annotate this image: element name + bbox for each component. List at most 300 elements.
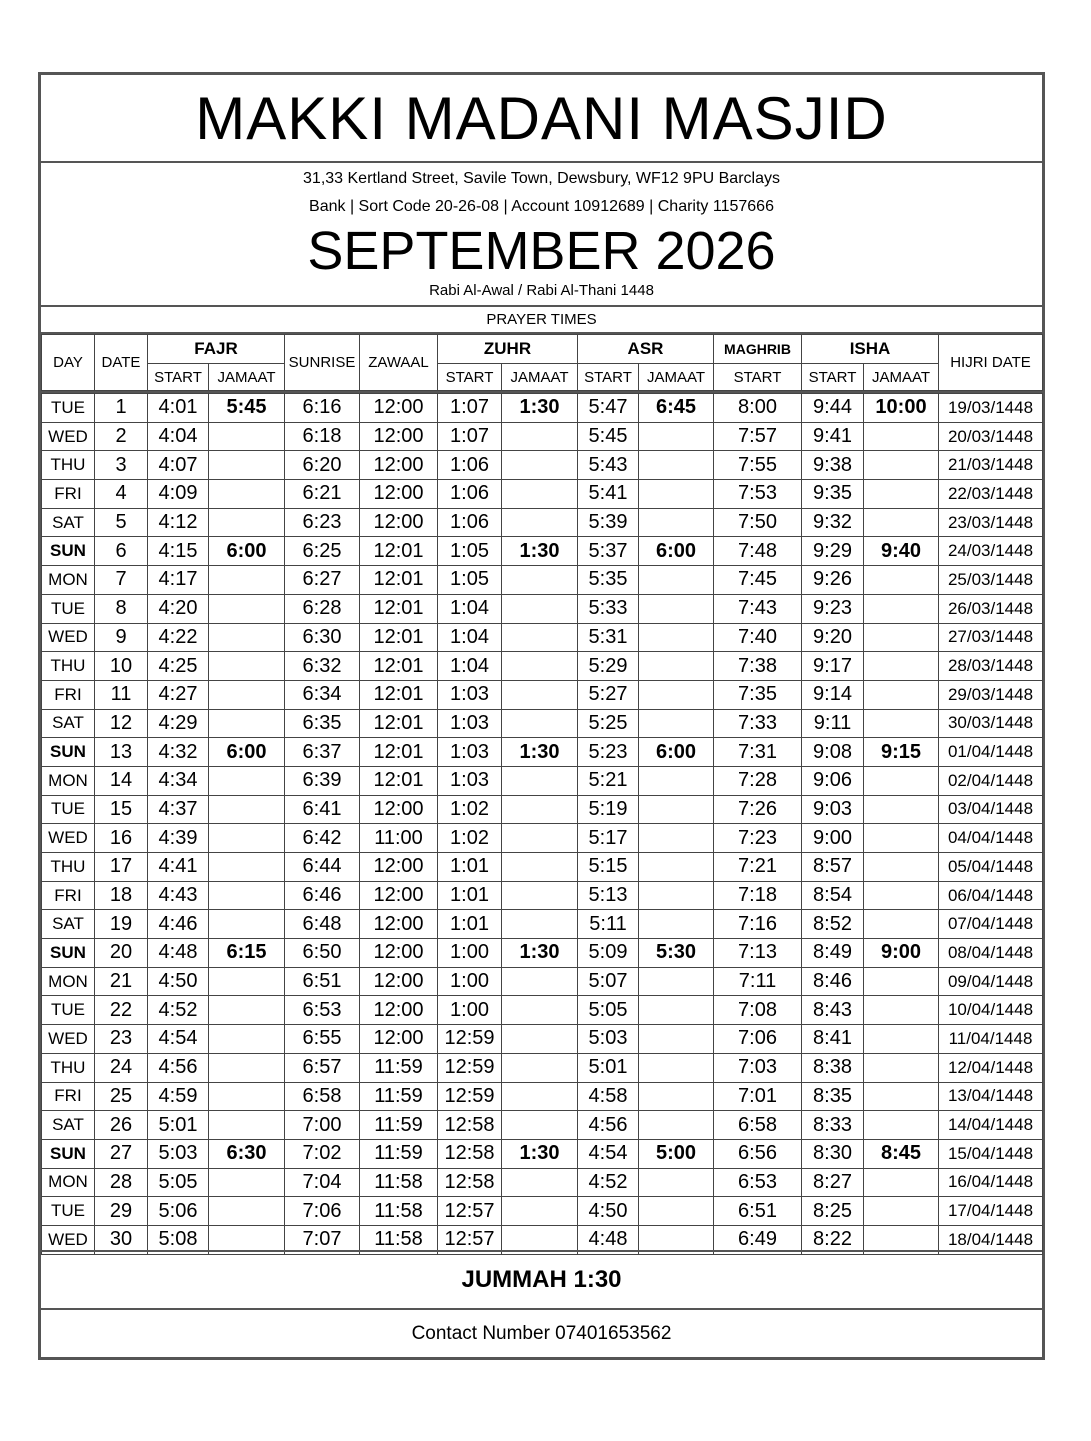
- cell-isha-start: 9:23: [802, 594, 864, 623]
- cell-zuhr-jamaat: [502, 566, 578, 595]
- cell-asr-start: 5:39: [578, 508, 639, 537]
- cell-fajr-jamaat: [209, 652, 285, 681]
- cell-maghrib-start: 7:40: [714, 623, 802, 652]
- cell-hijri-date: 06/04/1448: [939, 881, 1043, 910]
- table-row: [42, 766, 1043, 795]
- cell-zuhr-jamaat: [502, 824, 578, 853]
- cell-fajr-start: 4:34: [148, 766, 209, 795]
- cell-zuhr-jamaat: [502, 508, 578, 537]
- cell-asr-start: 4:48: [578, 1225, 639, 1254]
- cell-fajr-jamaat: 6:15: [209, 939, 285, 968]
- cell-day: MON: [42, 967, 95, 996]
- cell-sunrise: 6:48: [285, 910, 360, 939]
- cell-isha-start: 8:27: [802, 1168, 864, 1197]
- cell-day: WED: [42, 824, 95, 853]
- cell-maghrib-start: 7:31: [714, 738, 802, 767]
- table-row: [42, 451, 1043, 480]
- cell-date: 6: [95, 537, 148, 566]
- cell-fajr-jamaat: [209, 680, 285, 709]
- cell-zuhr-start: 1:04: [438, 652, 502, 681]
- cell-sunrise: 6:16: [285, 394, 360, 423]
- cell-fajr-start: 4:41: [148, 853, 209, 882]
- cell-maghrib-start: 6:51: [714, 1197, 802, 1226]
- cell-sunrise: 7:07: [285, 1225, 360, 1254]
- cell-fajr-jamaat: [209, 1111, 285, 1140]
- cell-hijri-date: 05/04/1448: [939, 853, 1043, 882]
- cell-fajr-start: 5:01: [148, 1111, 209, 1140]
- cell-maghrib-start: 6:58: [714, 1111, 802, 1140]
- cell-asr-start: 5:17: [578, 824, 639, 853]
- cell-isha-start: 9:08: [802, 738, 864, 767]
- cell-zuhr-jamaat: [502, 1168, 578, 1197]
- table-row: [42, 738, 1043, 767]
- cell-sunrise: 6:44: [285, 853, 360, 882]
- header-maghrib: MAGHRIB: [714, 335, 802, 364]
- cell-sunrise: 7:02: [285, 1139, 360, 1168]
- cell-asr-jamaat: 6:00: [639, 537, 714, 566]
- cell-date: 12: [95, 709, 148, 738]
- cell-day: TUE: [42, 996, 95, 1025]
- cell-day: SUN: [42, 537, 95, 566]
- cell-fajr-start: 4:12: [148, 508, 209, 537]
- cell-day: THU: [42, 853, 95, 882]
- cell-asr-start: 5:43: [578, 451, 639, 480]
- cell-hijri-date: 28/03/1448: [939, 652, 1043, 681]
- address-line-2: Bank | Sort Code 20-26-08 | Account 10912689 | Charity 1157666: [309, 198, 774, 215]
- cell-zuhr-start: 1:04: [438, 594, 502, 623]
- cell-isha-jamaat: 9:15: [864, 738, 939, 767]
- cell-fajr-start: 4:01: [148, 394, 209, 423]
- cell-zuhr-start: 12:58: [438, 1168, 502, 1197]
- cell-asr-jamaat: [639, 480, 714, 509]
- cell-isha-start: 9:44: [802, 394, 864, 423]
- table-row: [42, 881, 1043, 910]
- cell-isha-jamaat: 9:40: [864, 537, 939, 566]
- cell-zuhr-start: 12:57: [438, 1197, 502, 1226]
- cell-sunrise: 6:28: [285, 594, 360, 623]
- cell-maghrib-start: 7:21: [714, 853, 802, 882]
- cell-isha-jamaat: [864, 1111, 939, 1140]
- header-date: DATE: [95, 335, 148, 391]
- cell-zuhr-start: 1:07: [438, 394, 502, 423]
- cell-isha-start: 9:03: [802, 795, 864, 824]
- cell-hijri-date: 08/04/1448: [939, 939, 1043, 968]
- cell-date: 15: [95, 795, 148, 824]
- cell-hijri-date: 30/03/1448: [939, 709, 1043, 738]
- cell-asr-start: 5:37: [578, 537, 639, 566]
- cell-zuhr-jamaat: [502, 1025, 578, 1054]
- cell-zawaal: 12:00: [360, 939, 438, 968]
- cell-asr-start: 4:52: [578, 1168, 639, 1197]
- cell-isha-jamaat: [864, 1082, 939, 1111]
- timetable-frame: [38, 72, 1045, 1360]
- cell-maghrib-start: 7:33: [714, 709, 802, 738]
- cell-zuhr-start: 12:58: [438, 1139, 502, 1168]
- cell-date: 17: [95, 853, 148, 882]
- cell-asr-start: 5:19: [578, 795, 639, 824]
- cell-sunrise: 6:57: [285, 1053, 360, 1082]
- cell-zawaal: 11:59: [360, 1053, 438, 1082]
- cell-sunrise: 6:41: [285, 795, 360, 824]
- table-row: [42, 967, 1043, 996]
- cell-fajr-start: 4:59: [148, 1082, 209, 1111]
- cell-maghrib-start: 7:55: [714, 451, 802, 480]
- cell-asr-jamaat: [639, 422, 714, 451]
- cell-isha-start: 8:35: [802, 1082, 864, 1111]
- cell-fajr-start: 5:06: [148, 1197, 209, 1226]
- cell-zuhr-jamaat: [502, 680, 578, 709]
- cell-hijri-date: 23/03/1448: [939, 508, 1043, 537]
- cell-day: THU: [42, 652, 95, 681]
- cell-sunrise: 6:30: [285, 623, 360, 652]
- cell-maghrib-start: 7:28: [714, 766, 802, 795]
- cell-zuhr-start: 1:01: [438, 881, 502, 910]
- table-row: [42, 824, 1043, 853]
- cell-zuhr-start: 1:03: [438, 680, 502, 709]
- cell-isha-start: 9:32: [802, 508, 864, 537]
- cell-maghrib-start: 7:23: [714, 824, 802, 853]
- cell-maghrib-start: 8:00: [714, 394, 802, 423]
- cell-sunrise: 7:00: [285, 1111, 360, 1140]
- cell-maghrib-start: 7:38: [714, 652, 802, 681]
- cell-zuhr-start: 12:59: [438, 1025, 502, 1054]
- cell-asr-jamaat: [639, 1082, 714, 1111]
- cell-asr-start: 5:23: [578, 738, 639, 767]
- cell-zuhr-start: 1:06: [438, 480, 502, 509]
- cell-zawaal: 12:01: [360, 652, 438, 681]
- cell-fajr-jamaat: 5:45: [209, 394, 285, 423]
- cell-fajr-jamaat: [209, 1053, 285, 1082]
- cell-hijri-date: 10/04/1448: [939, 996, 1043, 1025]
- cell-sunrise: 6:21: [285, 480, 360, 509]
- cell-zuhr-jamaat: 1:30: [502, 1139, 578, 1168]
- cell-fajr-jamaat: [209, 1168, 285, 1197]
- cell-day: WED: [42, 1225, 95, 1254]
- table-row: [42, 566, 1043, 595]
- cell-fajr-jamaat: [209, 1025, 285, 1054]
- cell-zawaal: 11:58: [360, 1168, 438, 1197]
- cell-fajr-jamaat: [209, 1082, 285, 1111]
- cell-maghrib-start: 6:56: [714, 1139, 802, 1168]
- cell-date: 25: [95, 1082, 148, 1111]
- cell-date: 19: [95, 910, 148, 939]
- cell-asr-jamaat: [639, 451, 714, 480]
- cell-maghrib-start: 6:53: [714, 1168, 802, 1197]
- table-row: [42, 939, 1043, 968]
- cell-zawaal: 12:00: [360, 1025, 438, 1054]
- cell-zawaal: 12:00: [360, 480, 438, 509]
- cell-maghrib-start: 7:18: [714, 881, 802, 910]
- cell-date: 7: [95, 566, 148, 595]
- cell-asr-start: 5:25: [578, 709, 639, 738]
- cell-isha-jamaat: [864, 766, 939, 795]
- cell-zuhr-jamaat: [502, 480, 578, 509]
- cell-isha-jamaat: [864, 451, 939, 480]
- cell-date: 29: [95, 1197, 148, 1226]
- cell-fajr-start: 5:05: [148, 1168, 209, 1197]
- address-line-1: 31,33 Kertland Street, Savile Town, Dewsbury, WF12 9PU Barclays: [303, 170, 780, 187]
- cell-fajr-start: 4:27: [148, 680, 209, 709]
- cell-asr-start: 4:50: [578, 1197, 639, 1226]
- cell-sunrise: 6:58: [285, 1082, 360, 1111]
- cell-isha-jamaat: [864, 680, 939, 709]
- cell-fajr-jamaat: [209, 566, 285, 595]
- header-asr-jamaat: JAMAAT: [639, 364, 714, 391]
- cell-isha-jamaat: [864, 1197, 939, 1226]
- cell-isha-start: 9:35: [802, 480, 864, 509]
- cell-hijri-date: 27/03/1448: [939, 623, 1043, 652]
- cell-asr-jamaat: [639, 1025, 714, 1054]
- cell-fajr-jamaat: [209, 709, 285, 738]
- cell-isha-jamaat: [864, 480, 939, 509]
- table-row: [42, 680, 1043, 709]
- cell-zawaal: 12:00: [360, 996, 438, 1025]
- cell-isha-start: 9:38: [802, 451, 864, 480]
- cell-sunrise: 6:23: [285, 508, 360, 537]
- cell-isha-jamaat: 10:00: [864, 394, 939, 423]
- cell-date: 18: [95, 881, 148, 910]
- cell-hijri-date: 25/03/1448: [939, 566, 1043, 595]
- cell-asr-jamaat: [639, 1168, 714, 1197]
- cell-zuhr-jamaat: [502, 1111, 578, 1140]
- cell-asr-start: 5:11: [578, 910, 639, 939]
- cell-asr-jamaat: 5:30: [639, 939, 714, 968]
- cell-fajr-start: 4:46: [148, 910, 209, 939]
- cell-hijri-date: 16/04/1448: [939, 1168, 1043, 1197]
- cell-hijri-date: 26/03/1448: [939, 594, 1043, 623]
- cell-asr-jamaat: [639, 566, 714, 595]
- cell-zuhr-start: 1:03: [438, 766, 502, 795]
- cell-zawaal: 12:00: [360, 795, 438, 824]
- cell-day: FRI: [42, 680, 95, 709]
- header-fajr-start: START: [148, 364, 209, 391]
- cell-zawaal: 12:01: [360, 680, 438, 709]
- cell-zuhr-jamaat: [502, 853, 578, 882]
- cell-fajr-start: 4:09: [148, 480, 209, 509]
- cell-isha-jamaat: [864, 795, 939, 824]
- cell-zawaal: 11:58: [360, 1225, 438, 1254]
- table-row: [42, 508, 1043, 537]
- cell-fajr-jamaat: [209, 881, 285, 910]
- cell-asr-start: 5:29: [578, 652, 639, 681]
- cell-asr-start: 4:54: [578, 1139, 639, 1168]
- cell-asr-jamaat: [639, 1197, 714, 1226]
- cell-maghrib-start: 7:50: [714, 508, 802, 537]
- table-row: [42, 795, 1043, 824]
- cell-hijri-date: 11/04/1448: [939, 1025, 1043, 1054]
- cell-day: TUE: [42, 594, 95, 623]
- cell-maghrib-start: 7:16: [714, 910, 802, 939]
- cell-fajr-jamaat: [209, 594, 285, 623]
- cell-asr-start: 5:09: [578, 939, 639, 968]
- cell-asr-start: 4:58: [578, 1082, 639, 1111]
- cell-asr-jamaat: [639, 795, 714, 824]
- cell-date: 20: [95, 939, 148, 968]
- cell-zawaal: 12:01: [360, 766, 438, 795]
- cell-zawaal: 11:59: [360, 1139, 438, 1168]
- cell-zuhr-jamaat: 1:30: [502, 394, 578, 423]
- cell-sunrise: 6:55: [285, 1025, 360, 1054]
- table-row: [42, 1197, 1043, 1226]
- cell-asr-jamaat: [639, 910, 714, 939]
- header-zuhr-start: START: [438, 364, 502, 391]
- cell-zuhr-jamaat: [502, 652, 578, 681]
- cell-zawaal: 11:58: [360, 1197, 438, 1226]
- cell-isha-jamaat: [864, 594, 939, 623]
- cell-date: 24: [95, 1053, 148, 1082]
- cell-isha-jamaat: [864, 853, 939, 882]
- cell-zuhr-start: 12:58: [438, 1111, 502, 1140]
- cell-maghrib-start: 7:03: [714, 1053, 802, 1082]
- cell-zuhr-start: 1:04: [438, 623, 502, 652]
- cell-zawaal: 12:00: [360, 451, 438, 480]
- cell-fajr-jamaat: [209, 480, 285, 509]
- cell-zuhr-jamaat: [502, 996, 578, 1025]
- cell-sunrise: 6:25: [285, 537, 360, 566]
- cell-hijri-date: 22/03/1448: [939, 480, 1043, 509]
- cell-fajr-start: 4:15: [148, 537, 209, 566]
- cell-asr-jamaat: 5:00: [639, 1139, 714, 1168]
- cell-sunrise: 6:32: [285, 652, 360, 681]
- cell-isha-jamaat: [864, 508, 939, 537]
- cell-day: WED: [42, 623, 95, 652]
- cell-date: 30: [95, 1225, 148, 1254]
- cell-sunrise: 6:46: [285, 881, 360, 910]
- cell-day: FRI: [42, 480, 95, 509]
- masjid-name: MAKKI MADANI MASJID: [41, 75, 1042, 163]
- cell-isha-jamaat: [864, 1025, 939, 1054]
- cell-isha-start: 9:00: [802, 824, 864, 853]
- cell-hijri-date: 18/04/1448: [939, 1225, 1043, 1254]
- cell-hijri-date: 01/04/1448: [939, 738, 1043, 767]
- cell-day: SUN: [42, 1139, 95, 1168]
- cell-isha-start: 8:54: [802, 881, 864, 910]
- cell-asr-start: 5:13: [578, 881, 639, 910]
- cell-hijri-date: 12/04/1448: [939, 1053, 1043, 1082]
- hijri-months: Rabi Al-Awal / Rabi Al-Thani 1448: [429, 282, 654, 299]
- header-asr: ASR: [578, 335, 714, 364]
- cell-fajr-jamaat: [209, 623, 285, 652]
- cell-asr-start: 5:01: [578, 1053, 639, 1082]
- cell-asr-start: 5:07: [578, 967, 639, 996]
- cell-date: 9: [95, 623, 148, 652]
- cell-fajr-jamaat: [209, 824, 285, 853]
- info-block: [41, 163, 1042, 307]
- cell-asr-start: 5:41: [578, 480, 639, 509]
- cell-asr-start: 5:35: [578, 566, 639, 595]
- cell-zuhr-start: 1:02: [438, 824, 502, 853]
- table-row: [42, 422, 1043, 451]
- cell-zawaal: 12:00: [360, 910, 438, 939]
- cell-day: WED: [42, 1025, 95, 1054]
- cell-asr-jamaat: [639, 594, 714, 623]
- cell-fajr-jamaat: [209, 451, 285, 480]
- cell-zawaal: 12:00: [360, 881, 438, 910]
- cell-asr-start: 5:47: [578, 394, 639, 423]
- cell-maghrib-start: 7:57: [714, 422, 802, 451]
- cell-zuhr-jamaat: [502, 422, 578, 451]
- cell-day: WED: [42, 422, 95, 451]
- cell-sunrise: 7:06: [285, 1197, 360, 1226]
- cell-isha-jamaat: [864, 623, 939, 652]
- table-row: [42, 853, 1043, 882]
- table-row: [42, 996, 1043, 1025]
- cell-zuhr-start: 12:59: [438, 1053, 502, 1082]
- cell-isha-start: 9:06: [802, 766, 864, 795]
- cell-zuhr-jamaat: [502, 623, 578, 652]
- cell-zawaal: 12:01: [360, 537, 438, 566]
- cell-day: MON: [42, 1168, 95, 1197]
- cell-asr-jamaat: [639, 709, 714, 738]
- cell-zuhr-jamaat: [502, 1053, 578, 1082]
- cell-fajr-start: 4:39: [148, 824, 209, 853]
- cell-zawaal: 11:00: [360, 824, 438, 853]
- cell-asr-jamaat: [639, 1111, 714, 1140]
- cell-asr-jamaat: [639, 623, 714, 652]
- cell-zuhr-jamaat: [502, 1197, 578, 1226]
- table-row: [42, 594, 1043, 623]
- table-row: [42, 623, 1043, 652]
- cell-fajr-start: 4:50: [148, 967, 209, 996]
- cell-date: 1: [95, 394, 148, 423]
- cell-hijri-date: 29/03/1448: [939, 680, 1043, 709]
- cell-maghrib-start: 7:11: [714, 967, 802, 996]
- cell-isha-start: 8:57: [802, 853, 864, 882]
- header-isha-jamaat: JAMAAT: [864, 364, 939, 391]
- cell-zawaal: 12:01: [360, 594, 438, 623]
- cell-isha-start: 8:41: [802, 1025, 864, 1054]
- cell-asr-jamaat: [639, 853, 714, 882]
- cell-isha-start: 9:17: [802, 652, 864, 681]
- cell-maghrib-start: 7:43: [714, 594, 802, 623]
- cell-day: MON: [42, 766, 95, 795]
- cell-fajr-start: 4:20: [148, 594, 209, 623]
- table-row: [42, 394, 1043, 423]
- cell-zuhr-start: 1:01: [438, 910, 502, 939]
- month-title: SEPTEMBER 2026: [307, 221, 776, 281]
- cell-sunrise: 7:04: [285, 1168, 360, 1197]
- cell-hijri-date: 03/04/1448: [939, 795, 1043, 824]
- cell-date: 27: [95, 1139, 148, 1168]
- cell-zawaal: 12:00: [360, 853, 438, 882]
- cell-zuhr-start: 1:05: [438, 537, 502, 566]
- cell-day: FRI: [42, 1082, 95, 1111]
- cell-asr-jamaat: [639, 881, 714, 910]
- cell-day: MON: [42, 566, 95, 595]
- cell-fajr-start: 4:43: [148, 881, 209, 910]
- cell-fajr-start: 4:32: [148, 738, 209, 767]
- cell-zuhr-jamaat: [502, 795, 578, 824]
- cell-isha-start: 9:26: [802, 566, 864, 595]
- cell-fajr-start: 4:52: [148, 996, 209, 1025]
- cell-hijri-date: 24/03/1448: [939, 537, 1043, 566]
- cell-zuhr-jamaat: [502, 881, 578, 910]
- cell-zawaal: 12:01: [360, 623, 438, 652]
- header-day: DAY: [42, 335, 95, 391]
- cell-isha-start: 8:49: [802, 939, 864, 968]
- cell-date: 3: [95, 451, 148, 480]
- cell-asr-jamaat: [639, 508, 714, 537]
- cell-asr-jamaat: [639, 967, 714, 996]
- cell-isha-start: 8:30: [802, 1139, 864, 1168]
- cell-maghrib-start: 7:06: [714, 1025, 802, 1054]
- header-hijri-date: HIJRI DATE: [939, 335, 1043, 391]
- cell-sunrise: 6:35: [285, 709, 360, 738]
- cell-asr-jamaat: [639, 996, 714, 1025]
- cell-hijri-date: 19/03/1448: [939, 394, 1043, 423]
- cell-isha-start: 8:38: [802, 1053, 864, 1082]
- cell-date: 2: [95, 422, 148, 451]
